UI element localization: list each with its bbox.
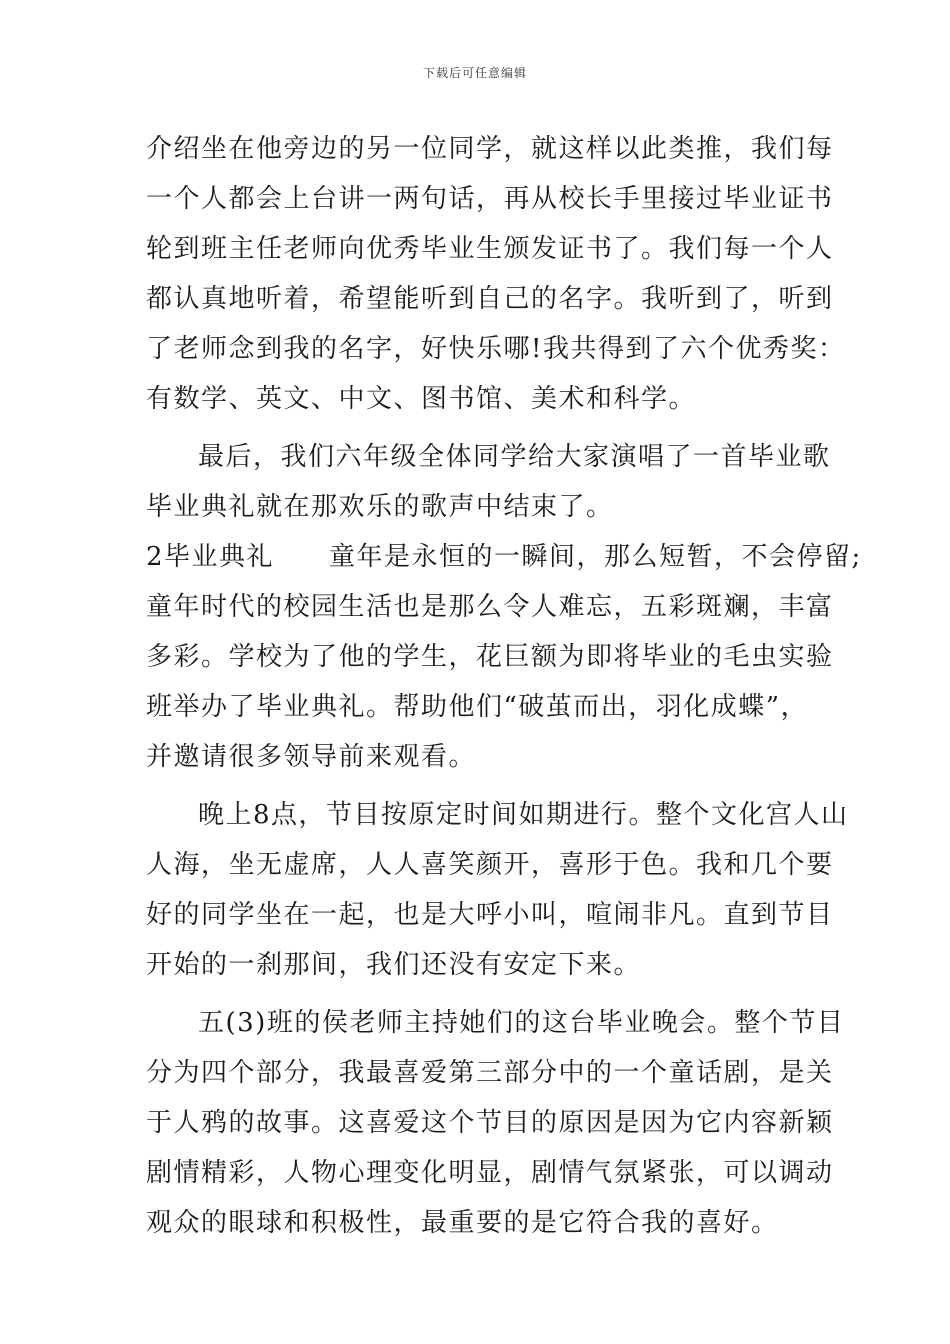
text-line: 五(3)班的侯老师主持她们的这台毕业晚会。整个节目 <box>198 1008 845 1038</box>
paragraph-1 <box>146 124 846 424</box>
text-line: 最后，我们六年级全体同学给大家演唱了一首毕业歌 <box>198 442 831 472</box>
text-line: 有数学、英文、中文、图书馆、美术和科学。 <box>146 384 697 414</box>
text-line: 2毕业典礼 童年是永恒的一瞬间，那么短暂，不会停留; <box>146 542 862 572</box>
page-header: 下载后可任意编辑 <box>422 66 527 80</box>
paragraph-3 <box>146 532 862 782</box>
text-line: 多彩。学校为了他的学生，花巨额为即将毕业的毛虫实验 <box>146 642 834 672</box>
paragraph-spacer <box>146 424 826 432</box>
text-line: 好的同学坐在一起，也是大呼小叫，喧闹非凡。直到节目 <box>146 900 834 930</box>
paragraph-spacer <box>146 990 826 998</box>
paragraph-5 <box>146 998 845 1248</box>
text-line: 晚上8点，节目按原定时间如期进行。整个文化宫人山 <box>198 800 849 830</box>
text-line: 人海，坐无虚席，人人喜笑颜开，喜形于色。我和几个要 <box>146 850 834 880</box>
paragraph-2 <box>146 432 831 532</box>
text-line: 于人鸦的故事。这喜爱这个节目的原因是因为它内容新颖 <box>146 1108 834 1138</box>
text-line: 毕业典礼就在那欢乐的歌声中结束了。 <box>146 492 614 522</box>
text-line: 开始的一刹那间，我们还没有安定下来。 <box>146 950 642 980</box>
text-line: 童年时代的校园生活也是那么令人难忘，五彩斑斓，丰富 <box>146 592 834 622</box>
paragraph-spacer <box>146 782 826 790</box>
text-line: 分为四个部分，我最喜爱第三部分中的一个童话剧，是关 <box>146 1058 834 1088</box>
text-line: 一个人都会上台讲一两句话，再从校长手里接过毕业证书 <box>146 184 834 214</box>
text-line: 并邀请很多领导前来观看。 <box>146 742 477 772</box>
document-body <box>146 124 862 1248</box>
text-line: 了老师念到我的名字，好快乐哪!我共得到了六个优秀奖： <box>146 334 846 364</box>
text-line: 都认真地听着，希望能听到自己的名字。我听到了，听到 <box>146 284 834 314</box>
paragraph-4 <box>146 790 849 990</box>
text-line: 观众的眼球和积极性，最重要的是它符合我的喜好。 <box>146 1208 779 1238</box>
text-line: 剧情精彩，人物心理变化明显，剧情气氛紧张，可以调动 <box>146 1158 834 1188</box>
text-line: 轮到班主任老师向优秀毕业生颁发证书了。我们每一个人 <box>146 234 834 264</box>
text-line: 班举办了毕业典礼。帮助他们“破茧而出，羽化成蝶”， <box>146 692 809 722</box>
text-line: 介绍坐在他旁边的另一位同学，就这样以此类推，我们每 <box>146 134 834 164</box>
